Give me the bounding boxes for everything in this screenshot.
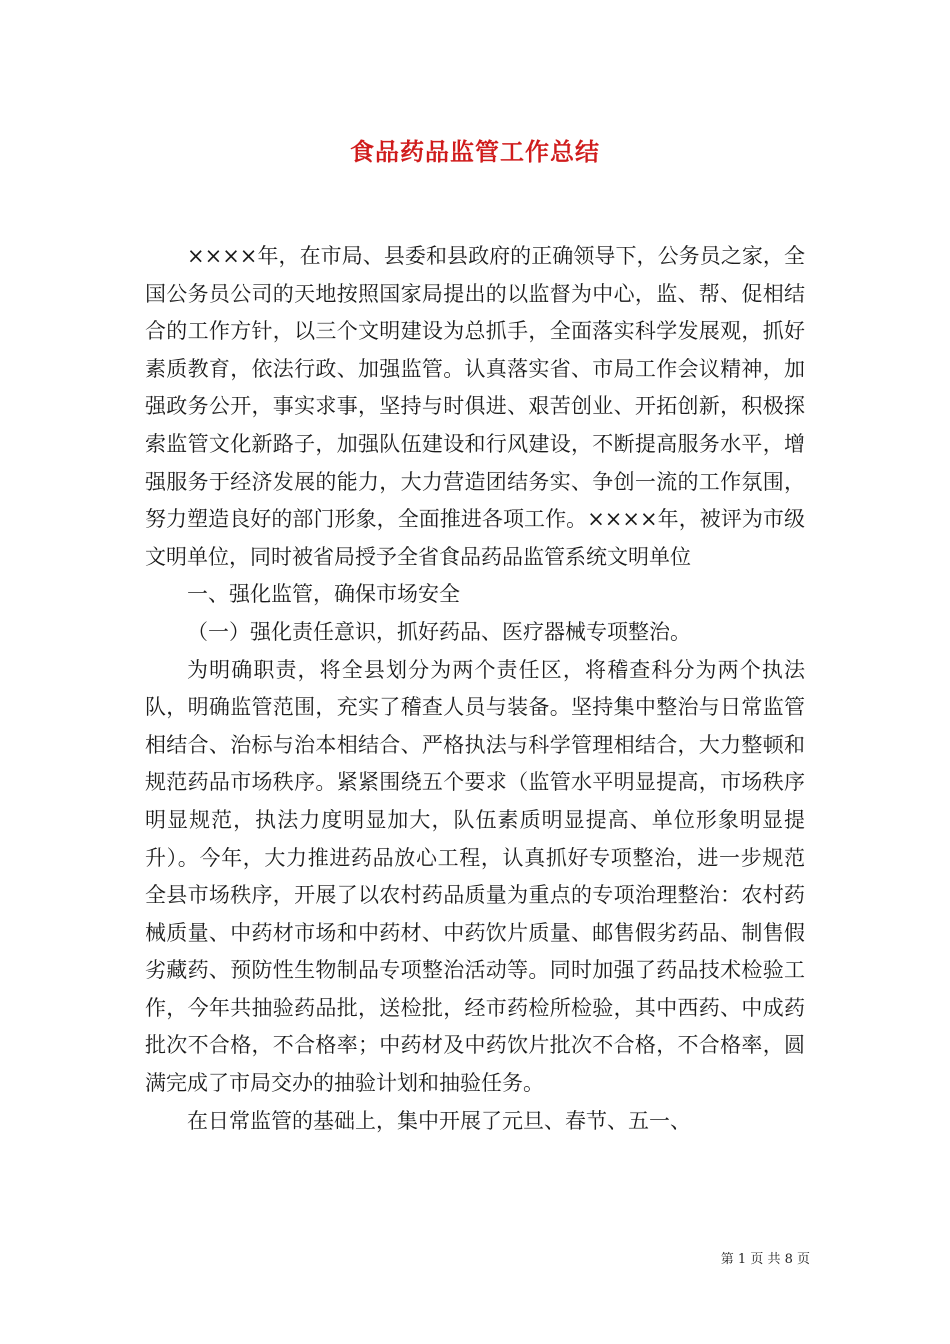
subsection-heading-1: （一）强化责任意识，抓好药品、医疗器械专项整治。 <box>187 619 691 644</box>
paragraph-supervision: 为明确职责，将全县划分为两个责任区，将稽查科分为两个执法队，明确监管范围，充实了稽查人员与装备。坚持集中整治与日常监管相结合、治标与治本相结合、严格执法与科学管理相结合，大力整顿和规范药品市场秩序。紧紧围绕五个要求（监管水平明显提高，市场秩序明显规范，执法力度明显加大，队伍素质明显提高、单位形象明显提升）。今年，大力推进药品放心工程，认真抓好专项整治，进一步规范全县市场秩序，开展了以农村药品质量为重点的专项治理整治：农村药械质量、中药材市场和中药材、中药饮片质量、邮售假劣药品、制售假劣藏药、预防性生物制品专项整治活动等。同时加强了药品技术检验工作，今年共抽验药品批，送检批，经市药检所检验，其中西药、中成药批次不合格，不合格率；中药材及中药饮片批次不合格，不合格率，圆满完成了市局交办的抽验计划和抽验任务。 <box>145 657 805 1096</box>
section-heading-1: 一、强化监管，确保市场安全 <box>187 582 460 607</box>
paragraph-daily-supervision: 在日常监管的基础上，集中开展了元旦、春节、五一、 <box>187 1108 691 1133</box>
document-title: 食品药品监管工作总结 <box>350 137 600 166</box>
paragraph-intro: ××××年，在市局、县委和县政府的正确领导下，公务员之家，全国公务员公司的天地按照国家局提出的以监督为中心，监、帮、促相结合的工作方针，以三个文明建设为总抓手，全面落实科学发展观，抓好素质教育，依法行政、加强监管。认真落实省、市局工作会议精神，加强政务公开，事实求事，坚持与时俱进、艰苦创业、开拓创新，积极探索监管文化新路子，加强队伍建设和行风建设，不断提高服务水平，增强服务于经济发展的能力，大力营造团结务实、争创一流的工作氛围，努力塑造良好的部门形象，全面推进各项工作。××××年，被评为市级文明单位，同时被省局授予全省食品药品监管系统文明单位 <box>145 244 805 569</box>
document-body <box>145 238 805 1140</box>
page-number: 第 1 页 共 8 页 <box>720 1252 810 1267</box>
